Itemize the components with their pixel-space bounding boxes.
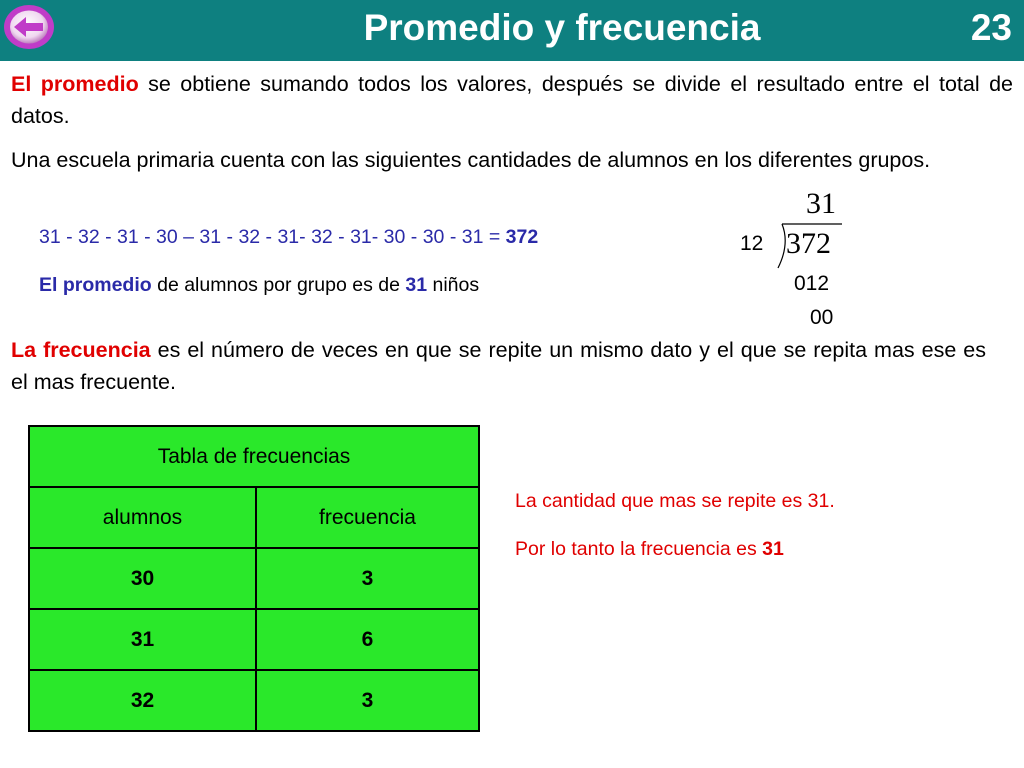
sum-line [39,223,538,251]
column-header-frecuencia: frecuencia [256,487,479,548]
frequency-term: La frecuencia [11,338,151,362]
table-row [29,609,479,670]
sum-total: 372 [505,226,539,248]
table-cell: 31 [29,609,256,670]
result-term: El promedio [39,274,152,296]
average-definition [11,68,1013,132]
column-header-alumnos: alumnos [29,487,256,548]
division-divisor: 12 [740,232,764,255]
result-value: 31 [405,274,428,296]
average-definition-text: se obtiene sumando todos los valores, después se divide el resultado entre el total de datos. [11,72,1013,128]
note-frequency-text: Por lo tanto la frecuencia es [515,538,763,560]
problem-statement: Una escuela primaria cuenta con las siguientes cantidades de alumnos en los diferentes grupos. [11,148,931,172]
table-cell: 3 [256,548,479,609]
result-line [39,271,479,299]
table-row [29,548,479,609]
division-remainder-2: 00 [810,306,834,329]
table-cell: 30 [29,548,256,609]
table-title-row [29,426,479,487]
table-title: Tabla de frecuencias [29,426,479,487]
average-term: El promedio [11,72,139,96]
note-most-repeated: La cantidad que mas se repite es 31. [515,490,835,512]
division-quotient: 31 [806,187,836,220]
frequency-table [28,425,480,732]
result-text-after: niños [427,274,480,296]
table-header-row [29,487,479,548]
division-dividend: 372 [786,227,831,260]
table-cell: 3 [256,670,479,731]
result-text-before: de alumnos por grupo es de [151,274,406,296]
header-bar [0,0,1024,61]
frequency-definition [11,334,986,398]
table-cell: 32 [29,670,256,731]
page-title: Promedio y frecuencia [363,7,761,48]
note-frequency-value: 31 [762,538,784,560]
table-row [29,670,479,731]
frequency-definition-text: es el número de veces en que se repite un mismo dato y el que se repita mas ese es el mas frecuente. [11,338,986,394]
sum-values: 31 - 32 - 31 - 30 – 31 - 32 - 31- 32 - 31- 30 - 30 - 31 = [39,226,506,248]
table-cell: 6 [256,609,479,670]
note-frequency [515,536,784,562]
division-remainder-1: 012 [794,272,830,295]
page-number: 23 [970,7,1012,48]
